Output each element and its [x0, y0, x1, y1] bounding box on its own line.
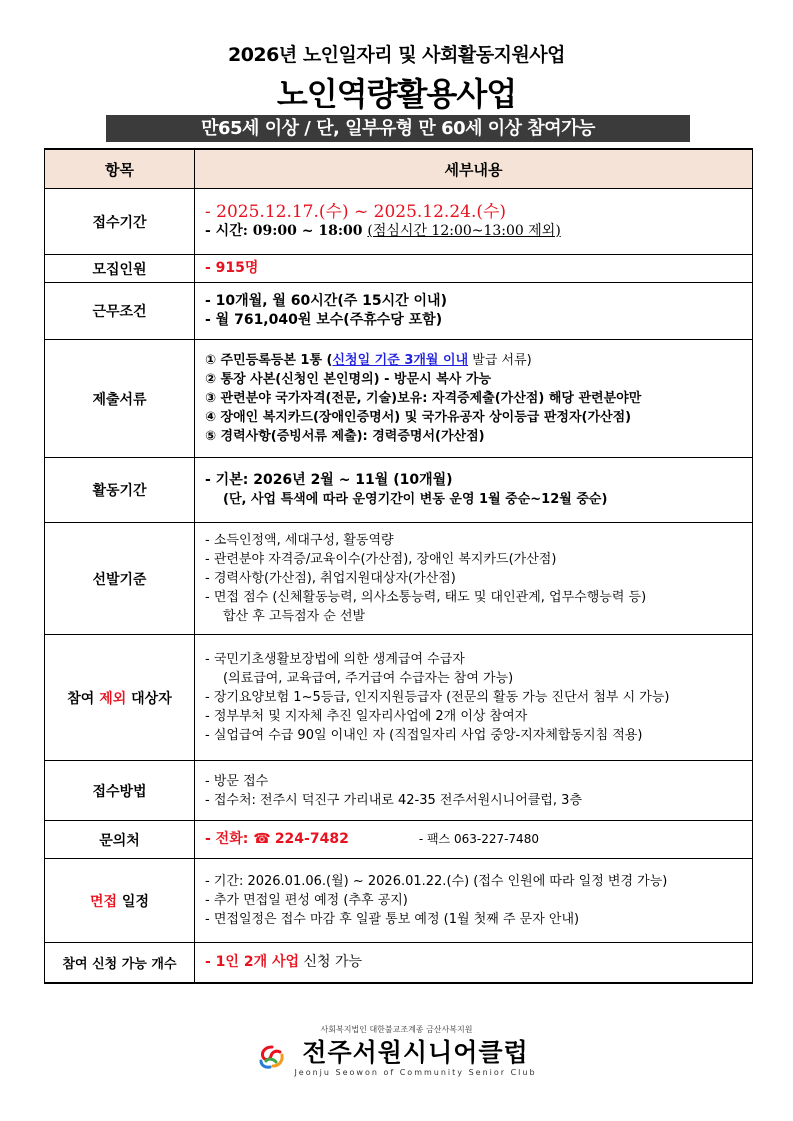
- footer-parent-org: 사회복지법인 대한불교조계종 금산사복지원: [320, 1025, 473, 1034]
- col-header-detail: 세부내용: [195, 149, 753, 189]
- row-label: 접수방법: [45, 761, 195, 821]
- row-label: 활동기간: [45, 458, 195, 523]
- apply-time-main: - 시간: 09:00 ~ 18:00: [205, 222, 368, 239]
- recruit-count: - 915명: [205, 260, 259, 276]
- row-content: [195, 635, 753, 761]
- interview-label-post: 일정: [117, 893, 149, 910]
- row-label: 제출서류: [45, 340, 195, 458]
- table-row-apply-period: [45, 189, 753, 255]
- row-label: [45, 635, 195, 761]
- exclusion-line-2: (의료급여, 교육급여, 주거급여 수급자는 참여 가능): [223, 671, 514, 686]
- activity-note: (단, 사업 특색에 따라 운영기간이 변동 운영 1월 중순~12월 중순): [223, 492, 608, 507]
- row-content: [195, 943, 753, 983]
- row-content: [195, 340, 753, 458]
- phone-icon: ☎: [253, 831, 271, 847]
- table-row-exclusion: [45, 635, 753, 761]
- selection-line-3: - 경력사항(가산점), 취업지원대상자(가산점): [205, 571, 456, 586]
- selection-line-4: - 면접 점수 (신체활동능력, 의사소통능력, 태도 및 대인관계, 업무수행능력 등): [205, 590, 647, 605]
- row-content: [195, 821, 753, 859]
- table-row-activity-period: [45, 458, 753, 523]
- contact-line: [205, 830, 752, 849]
- row-content: [195, 458, 753, 523]
- row-label: 선발기준: [45, 523, 195, 635]
- exclusion-label-red: 제외: [99, 690, 127, 707]
- exclusion-line-5: - 실업급여 수급 90일 이내인 자 (직접일자리 사업 중앙-지자체합동지침 적용): [205, 728, 643, 743]
- work-hours: - 10개월, 월 60시간(주 15시간 이내): [205, 293, 447, 309]
- apply-dates: - 2025.12.17.(수) ~ 2025.12.24.(수): [205, 202, 507, 222]
- apply-time: [205, 222, 752, 241]
- row-content: [195, 255, 753, 283]
- doc-item-1-highlight: 신청일 기준 3개월 이내: [332, 353, 469, 368]
- doc-item-4: ④ 장애인 복지카드(장애인증명서) 및 국가유공자 상이등급 판정자(가산점): [205, 410, 632, 425]
- doc-item-2: ② 통장 사본(신청인 본인명의) - 방문시 복사 가능: [205, 372, 492, 387]
- row-content: [195, 859, 753, 943]
- selection-line-1: - 소득인정액, 세대구성, 활동역량: [205, 533, 394, 548]
- table-row-work-conditions: [45, 283, 753, 340]
- row-content: [195, 283, 753, 340]
- row-label: 참여 신청 가능 개수: [45, 943, 195, 983]
- phone-number[interactable]: 224-7482: [274, 831, 349, 847]
- exclusion-line-4: - 정부부처 및 지자체 추진 일자리사업에 2개 이상 참여자: [205, 709, 528, 724]
- club-english-name: Jeonju Seowon of Community Senior Club: [294, 1068, 537, 1077]
- interview-line-1: - 기간: 2026.01.06.(월) ~ 2026.01.22.(수) (접수 인원에 따라 일정 변경 가능): [205, 874, 668, 889]
- info-table: [44, 148, 753, 984]
- selection-line-2: - 관련분야 자격증/교육이수(가산점), 장애인 복지카드(가산점): [205, 552, 557, 567]
- table-row-multi-apply: [45, 943, 753, 983]
- row-label: [45, 859, 195, 943]
- multi-apply-suffix: 신청 가능: [299, 953, 363, 970]
- program-title: 2026년 노인일자리 및 사회활동지원사업: [227, 44, 566, 66]
- work-pay: - 월 761,040원 보수(주휴수당 포함): [205, 312, 443, 328]
- age-eligibility-banner: 만65세 이상 / 단, 일부유형 만 60세 이상 참여가능: [106, 115, 690, 142]
- phone-prefix: - 전화:: [205, 831, 254, 847]
- col-header-item: 항목: [45, 149, 195, 189]
- doc-item-3: ③ 관련분야 국가자격(전문, 기술)보유: 자격증제출(가산점) 해당 관련분야만: [205, 391, 642, 406]
- fax-number: - 팩스 063-227-7480: [418, 832, 539, 846]
- doc-item-1-suffix: 발급 서류): [468, 353, 532, 368]
- doc-item-5: ⑤ 경력사항(증빙서류 제출): 경력증명서(가산점): [205, 429, 485, 444]
- table-row-documents: [45, 340, 753, 458]
- method-line-2: - 접수처: 전주시 덕진구 가리내로 42-35 전주서원시니어클럽, 3층: [205, 792, 583, 808]
- exclusion-label-post: 대상자: [126, 690, 172, 707]
- footer-brand: [0, 1039, 793, 1077]
- row-content: [195, 189, 753, 255]
- multi-apply-count: - 1인 2개 사업: [205, 953, 300, 970]
- row-label: 문의처: [45, 821, 195, 859]
- apply-time-note: (점심시간 12:00~13:00 제외): [367, 222, 561, 239]
- exclusion-line-3: - 장기요양보험 1~5등급, 인지지원등급자 (전문의 활동 가능 진단서 첨부 시 가능): [205, 690, 670, 705]
- doc-item-1: [205, 351, 752, 370]
- interview-line-2: - 추가 면접일 편성 예정 (추후 공지): [205, 893, 408, 908]
- table-row-interview: [45, 859, 753, 943]
- table-row-selection: [45, 523, 753, 635]
- project-title: 노인역량활용사업: [276, 75, 517, 113]
- club-name: 전주서원시니어클럽: [302, 1038, 529, 1067]
- exclusion-label-pre: 참여: [67, 690, 100, 707]
- interview-label-red: 면접: [90, 893, 118, 910]
- footer: [0, 1024, 793, 1077]
- row-content: [195, 761, 753, 821]
- activity-basic: - 기본: 2026년 2월 ~ 11월 (10개월): [205, 472, 453, 488]
- row-label: 모집인원: [45, 255, 195, 283]
- table-row-method: [45, 761, 753, 821]
- table-row-recruit: [45, 255, 753, 283]
- row-content: [195, 523, 753, 635]
- doc-item-1-text: ① 주민등록등본 1통 (: [205, 353, 333, 368]
- row-label: 근무조건: [45, 283, 195, 340]
- multi-apply-line: [205, 953, 752, 972]
- selection-line-5: 합산 후 고득점자 순 선발: [223, 609, 366, 624]
- table-header-row: [45, 149, 753, 189]
- exclusion-line-1: - 국민기초생활보장법에 의한 생계급여 수급자: [205, 652, 465, 667]
- method-line-1: - 방문 접수: [205, 773, 269, 789]
- interview-line-3: - 면접일정은 접수 마감 후 일괄 통보 예정 (1월 첫째 주 문자 안내): [205, 912, 580, 927]
- table-row-contact: [45, 821, 753, 859]
- club-logo-icon: [256, 1043, 288, 1073]
- row-label: 접수기간: [45, 189, 195, 255]
